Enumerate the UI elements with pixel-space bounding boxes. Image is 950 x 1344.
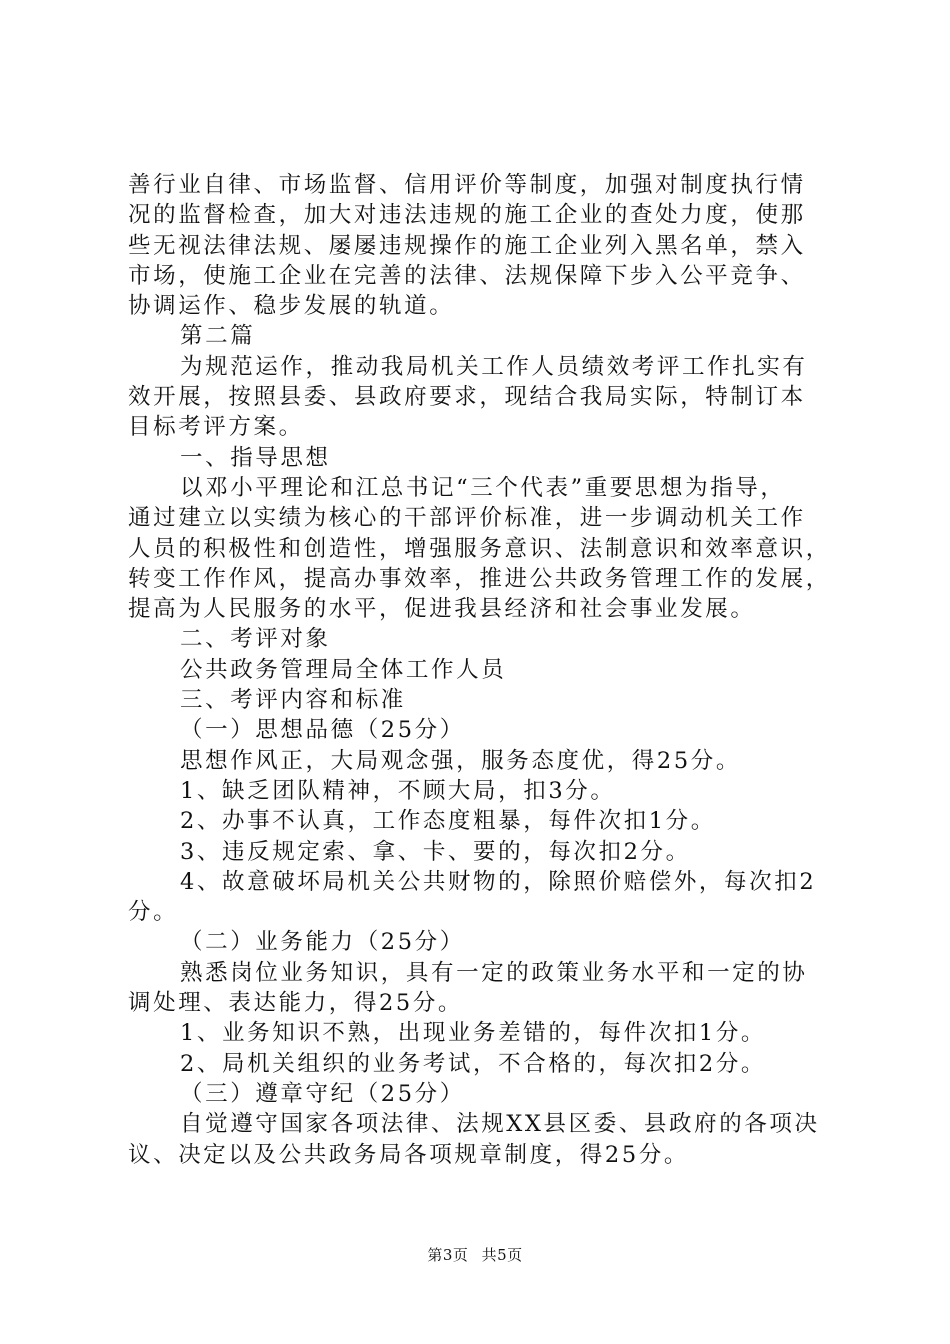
page-number: 第3页 xyxy=(427,1246,469,1264)
page-total: 共5页 xyxy=(481,1246,523,1264)
text-line: 1、业务知识不熟，出现业务差错的，每件次扣1分。 xyxy=(180,1020,767,1047)
text-line: 一、指导思想 xyxy=(180,444,331,471)
text-line: 调处理、表达能力，得25分。 xyxy=(128,990,464,1017)
text-line: 效开展，按照县委、县政府要求，现结合我局实际，特制订本 xyxy=(128,384,806,411)
text-line: 自觉遵守国家各项法律、法规XX县区委、县政府的各项决 xyxy=(180,1111,820,1138)
document-body xyxy=(128,170,831,1170)
text-line: 目标考评方案。 xyxy=(128,414,304,441)
text-line: 提高为人民服务的水平，促进我县经济和社会事业发展。 xyxy=(128,596,756,623)
text-line: 市场，使施工企业在完善的法律、法规保障下步入公平竞争、 xyxy=(128,262,806,289)
text-line: 3、违反规定索、拿、卡、要的，每次扣2分。 xyxy=(180,838,691,865)
text-line: 分。 xyxy=(128,899,179,926)
text-line: 4、故意破坏局机关公共财物的，除照价赔偿外，每次扣2 xyxy=(180,868,817,895)
text-line: 通过建立以实绩为核心的干部评价标准，进一步调动机关工作 xyxy=(128,505,806,532)
text-line: 熟悉岗位业务知识，具有一定的政策业务水平和一定的协 xyxy=(180,959,808,986)
text-line: 议、决定以及公共政务局各项规章制度，得25分。 xyxy=(128,1141,689,1168)
text-line: 2、办事不认真，工作态度粗暴，每件次扣1分。 xyxy=(180,808,716,835)
text-line: 人员的积极性和创造性，增强服务意识、法制意识和效率意识， xyxy=(128,535,831,562)
text-line: （一）思想品德（25分） xyxy=(180,717,465,744)
text-line: 公共政务管理局全体工作人员 xyxy=(180,656,507,683)
text-line: 2、局机关组织的业务考试，不合格的，每次扣2分。 xyxy=(180,1050,767,1077)
text-line: （三）遵章守纪（25分） xyxy=(180,1080,465,1107)
text-line: 思想作风正，大局观念强，服务态度优，得25分。 xyxy=(180,747,741,774)
page-footer xyxy=(0,1244,950,1265)
text-line: 二、考评对象 xyxy=(180,626,331,653)
text-line: 以邓小平理论和江总书记“三个代表”重要思想为指导， xyxy=(180,474,786,501)
text-line: 为规范运作，推动我局机关工作人员绩效考评工作扎实有 xyxy=(180,353,808,380)
text-line: 协调运作、稳步发展的轨道。 xyxy=(128,293,455,320)
text-line: 些无视法律法规、屡屡违规操作的施工企业列入黑名单，禁入 xyxy=(128,232,806,259)
text-line: 况的监督检查，加大对违法违规的施工企业的查处力度，使那 xyxy=(128,202,806,229)
text-line: （二）业务能力（25分） xyxy=(180,929,465,956)
text-line: 转变工作作风，提高办事效率，推进公共政务管理工作的发展， xyxy=(128,565,831,592)
text-line: 善行业自律、市场监督、信用评价等制度，加强对制度执行情 xyxy=(128,172,806,198)
text-line: 第二篇 xyxy=(180,323,256,350)
text-line: 三、考评内容和标准 xyxy=(180,687,406,714)
text-line: 1、缺乏团队精神，不顾大局，扣3分。 xyxy=(180,777,616,804)
